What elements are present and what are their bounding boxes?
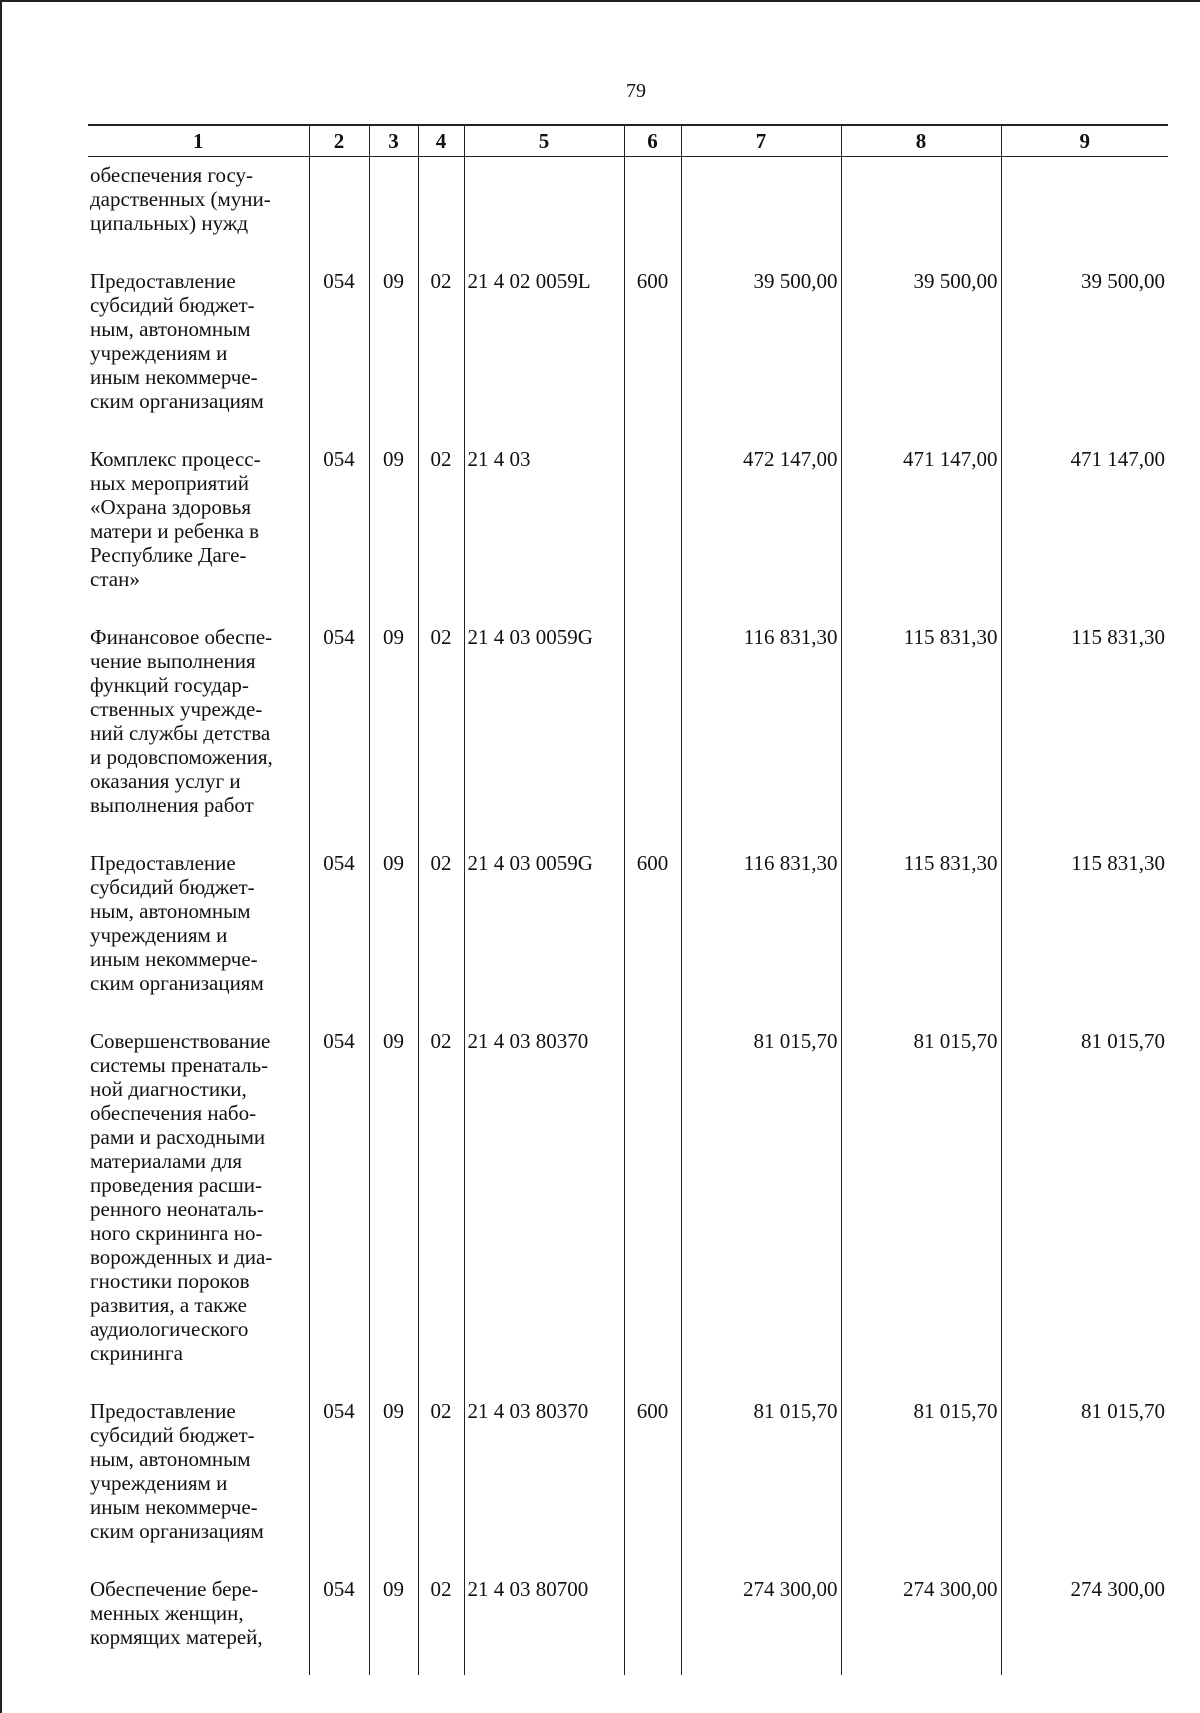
row-description: Предоставление субсидий бюджет- ным, автономным учреждениям и иным некоммерче- ским организациям [90, 1399, 264, 1543]
header-col-7: 7 [681, 125, 841, 157]
cell-target-article: 21 4 03 80370 [464, 1391, 624, 1569]
cell-target-article: 21 4 02 0059L [464, 261, 624, 439]
cell-amount-col7: 39 500,00 [681, 261, 841, 439]
table-header [88, 125, 1168, 157]
cell-target-article [464, 157, 624, 262]
cell-amount-col8 [841, 157, 1001, 262]
cell-amount-col8: 39 500,00 [841, 261, 1001, 439]
cell-amount-col7: 274 300,00 [681, 1569, 841, 1675]
cell-amount-col7: 81 015,70 [681, 1391, 841, 1569]
cell-subsection: 02 [418, 1391, 464, 1569]
table-body [88, 157, 1168, 1676]
table-row [88, 439, 1168, 617]
table-row [88, 157, 1168, 262]
cell-subsection [418, 157, 464, 262]
cell-amount-col7: 116 831,30 [681, 843, 841, 1021]
cell-amount-col9: 115 831,30 [1001, 617, 1168, 843]
cell-target-article: 21 4 03 80370 [464, 1021, 624, 1391]
cell-amount-col9: 115 831,30 [1001, 843, 1168, 1021]
cell-ministry-code [309, 157, 369, 262]
cell-expense-type: 600 [624, 1391, 681, 1569]
row-description: Обеспечение бере- менных женщин, кормящих матерей, [90, 1577, 263, 1649]
cell-ministry-code: 054 [309, 439, 369, 617]
table-row [88, 1021, 1168, 1391]
cell-ministry-code: 054 [309, 1021, 369, 1391]
table-row [88, 261, 1168, 439]
table-row [88, 843, 1168, 1021]
cell-subsection: 02 [418, 1021, 464, 1391]
row-description: обеспечения госу- дарственных (муни- ципальных) нужд [90, 163, 271, 235]
budget-table [88, 124, 1168, 1675]
cell-expense-type [624, 617, 681, 843]
header-col-1: 1 [88, 125, 309, 157]
cell-amount-col8: 81 015,70 [841, 1021, 1001, 1391]
cell-amount-col7: 472 147,00 [681, 439, 841, 617]
cell-section [369, 157, 418, 262]
cell-amount-col7 [681, 157, 841, 262]
cell-section: 09 [369, 1021, 418, 1391]
header-col-5: 5 [464, 125, 624, 157]
cell-amount-col9: 471 147,00 [1001, 439, 1168, 617]
cell-amount-col8: 471 147,00 [841, 439, 1001, 617]
header-col-3: 3 [369, 125, 418, 157]
cell-amount-col9: 81 015,70 [1001, 1021, 1168, 1391]
cell-amount-col7: 81 015,70 [681, 1021, 841, 1391]
table-row [88, 617, 1168, 843]
cell-ministry-code: 054 [309, 261, 369, 439]
header-col-6: 6 [624, 125, 681, 157]
cell-ministry-code: 054 [309, 1569, 369, 1675]
row-description: Финансовое обеспе- чение выполнения функций государ- ственных учрежде- ний службы детства и родовспоможения, оказания услуг и выполнения работ [90, 625, 273, 817]
cell-expense-type: 600 [624, 843, 681, 1021]
scan-edge-top [0, 0, 1200, 2]
scan-edge-left [0, 0, 2, 1713]
cell-target-article: 21 4 03 0059G [464, 843, 624, 1021]
cell-subsection: 02 [418, 1569, 464, 1675]
header-col-2: 2 [309, 125, 369, 157]
cell-expense-type [624, 439, 681, 617]
cell-subsection: 02 [418, 617, 464, 843]
cell-subsection: 02 [418, 843, 464, 1021]
cell-target-article: 21 4 03 80700 [464, 1569, 624, 1675]
cell-section: 09 [369, 1391, 418, 1569]
cell-expense-type [624, 1569, 681, 1675]
cell-ministry-code: 054 [309, 617, 369, 843]
cell-expense-type [624, 1021, 681, 1391]
row-description: Предоставление субсидий бюджет- ным, автономным учреждениям и иным некоммерче- ским организациям [90, 269, 264, 413]
cell-amount-col8: 81 015,70 [841, 1391, 1001, 1569]
cell-amount-col9: 39 500,00 [1001, 261, 1168, 439]
cell-amount-col8: 274 300,00 [841, 1569, 1001, 1675]
table-row [88, 1569, 1168, 1675]
cell-amount-col9 [1001, 157, 1168, 262]
cell-amount-col9: 81 015,70 [1001, 1391, 1168, 1569]
header-col-8: 8 [841, 125, 1001, 157]
cell-expense-type: 600 [624, 261, 681, 439]
cell-section: 09 [369, 1569, 418, 1675]
cell-amount-col9: 274 300,00 [1001, 1569, 1168, 1675]
cell-subsection: 02 [418, 439, 464, 617]
header-row [88, 125, 1168, 157]
row-description: Совершенствование системы пренаталь- ной диагностики, обеспечения набо- рами и расходными материалами для проведения расши- ренного неонаталь- ного скрининга но- ворожденных и диа- гностики пороков развития, а также аудиологического скрининга [90, 1029, 273, 1365]
cell-section: 09 [369, 439, 418, 617]
cell-amount-col8: 115 831,30 [841, 617, 1001, 843]
cell-amount-col7: 116 831,30 [681, 617, 841, 843]
row-description: Предоставление субсидий бюджет- ным, автономным учреждениям и иным некоммерче- ским организациям [90, 851, 264, 995]
cell-section: 09 [369, 261, 418, 439]
cell-ministry-code: 054 [309, 843, 369, 1021]
cell-target-article: 21 4 03 0059G [464, 617, 624, 843]
table-row [88, 1391, 1168, 1569]
cell-target-article: 21 4 03 [464, 439, 624, 617]
cell-section: 09 [369, 617, 418, 843]
cell-section: 09 [369, 843, 418, 1021]
cell-amount-col8: 115 831,30 [841, 843, 1001, 1021]
header-col-4: 4 [418, 125, 464, 157]
cell-ministry-code: 054 [309, 1391, 369, 1569]
page-number: 79 [626, 80, 646, 102]
cell-expense-type [624, 157, 681, 262]
row-description: Комплекс процесс- ных мероприятий «Охрана здоровья матери и ребенка в Республике Даге- стан» [90, 447, 261, 591]
header-col-9: 9 [1001, 125, 1168, 157]
cell-subsection: 02 [418, 261, 464, 439]
